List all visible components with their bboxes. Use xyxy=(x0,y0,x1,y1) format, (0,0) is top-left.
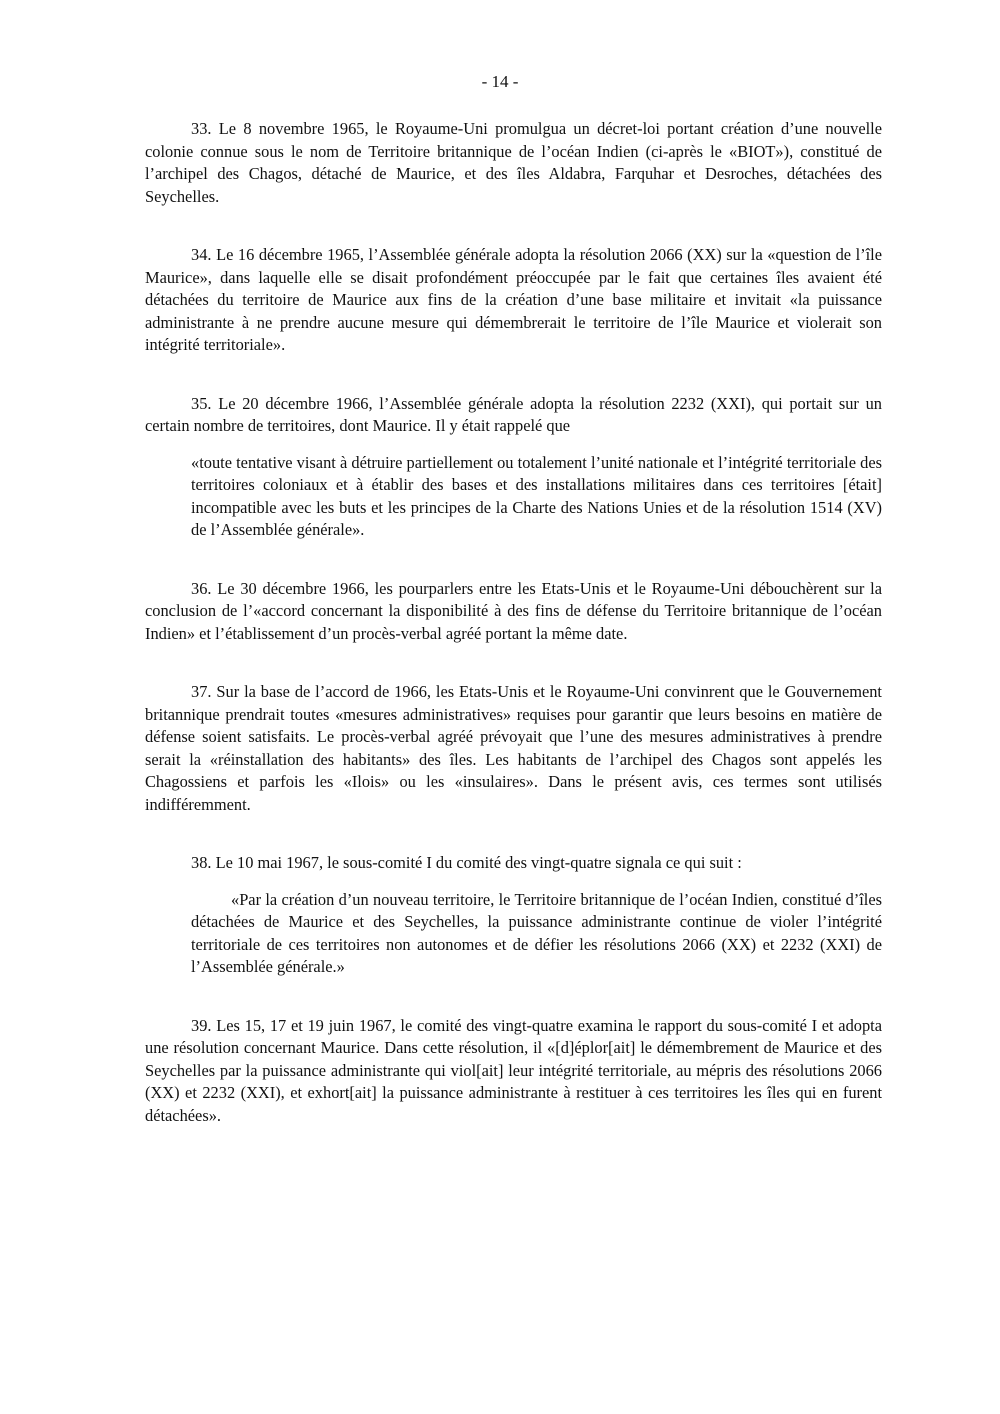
page-number: - 14 - xyxy=(481,72,519,91)
paragraph-34 xyxy=(145,244,882,357)
paragraph-37 xyxy=(145,681,882,816)
paragraph-text: Sur la base de l’accord de 1966, les Etats-Unis et le Royaume-Uni convinrent que le Gouvernement britannique prendrait toutes «mesures administratives» requises pour garantir que leurs besoins en matière de défense soient satisfaits. Le procès-verbal agréé prévoyait que l’une des mesures administratives à prendre serait la «réinstallation des habitants» des îles. Les habitants de l’archipel des Chagos sont appelés les Chagossiens et parfois les «Ilois» ou les «insulaires». Dans le présent avis, ces termes sont utilisés indifféremment. xyxy=(145,682,882,814)
paragraph-number: 33. xyxy=(191,119,212,138)
paragraph-36 xyxy=(145,578,882,646)
paragraph-text: Le 16 décembre 1965, l’Assemblée générale adopta la résolution 2066 (XX) sur la «question de l’île Maurice», dans laquelle elle se disait profondément préoccupée par le fait que certaines îles avaient été détachées du territoire de Maurice aux fins de la création d’une base militaire et invitait «la puissance administrante à ne prendre aucune mesure qui démembrerait le territoire de l’île Maurice et violerait son intégrité territoriale». xyxy=(145,245,882,354)
paragraph-text: Le 30 décembre 1966, les pourparlers entre les Etats-Unis et le Royaume-Uni débouchèrent sur la conclusion de l’«accord concernant la disponibilité à des fins de défense du Territoire britannique de l’océan Indien» et l’établissement d’un procès-verbal agréé portant la même date. xyxy=(145,578,882,643)
paragraph-39 xyxy=(145,1015,882,1128)
paragraph-text: Le 10 mai 1967, le sous-comité I du comité des vingt-quatre signala ce qui suit : xyxy=(215,853,742,872)
quote-subcommittee: «Par la création d’un nouveau territoire, le Territoire britannique de l’océan Indien, constitué d’îles détachées de Maurice et des Seychelles, la puissance administrante continue de violer l’intégrité territoriale de ces territoires non autonomes et de défier les résolutions 2066 (XX) et 2232 (XXI) de l’Assemblée générale.» xyxy=(191,889,882,976)
paragraph-33 xyxy=(145,118,882,208)
document-body xyxy=(145,118,882,1127)
quote-resolution-2232: «toute tentative visant à détruire partiellement ou totalement l’unité nationale et l’intégrité territoriale des territoires coloniaux et à établir des bases et des installations militaires dans ces territoires [était] incompatible avec les buts et les principes de la Charte des Nations Unies et de la résolution 1514 (XV) de l’Assemblée générale». xyxy=(191,452,882,539)
paragraph-number: 35. xyxy=(191,393,212,413)
paragraph-text: Le 20 décembre 1966, l’Assemblée générale adopta la résolution 2232 (XXI), qui portait sur un certain nombre de territoires, dont Maurice. Il y était rappelé que xyxy=(145,393,882,435)
paragraph-text: Les 15, 17 et 19 juin 1967, le comité des vingt-quatre examina le rapport du sous-comité I et adopta une résolution concernant Maurice. Dans cette résolution, il «[d]éplor[ait] le démembrement de Maurice et des Seychelles par la puissance administrante qui viol[ait] leur intégrité territoriale, au mépris des résolutions 2066 (XX) et 2232 (XXI), et exhort[ait] la puissance administrante à restituer à ces territoires les îles qui en furent détachées». xyxy=(145,1015,882,1125)
paragraph-number: 37. xyxy=(191,682,212,701)
paragraph-38 xyxy=(145,852,882,875)
paragraph-number: 36. xyxy=(191,578,212,598)
paragraph-number: 38. xyxy=(191,853,212,872)
paragraph-number: 34. xyxy=(191,245,212,264)
paragraph-35 xyxy=(145,393,882,438)
paragraph-number: 39. xyxy=(191,1015,212,1035)
paragraph-text: Le 8 novembre 1965, le Royaume-Uni promulgua un décret-loi portant création d’une nouvelle colonie connue sous le nom de Territoire britannique de l’océan Indien (ci-après le «BIOT»), constitué de l’archipel des Chagos, détaché de Maurice, et des îles Aldabra, Farquhar et Desroches, détachées des Seychelles. xyxy=(145,119,882,206)
